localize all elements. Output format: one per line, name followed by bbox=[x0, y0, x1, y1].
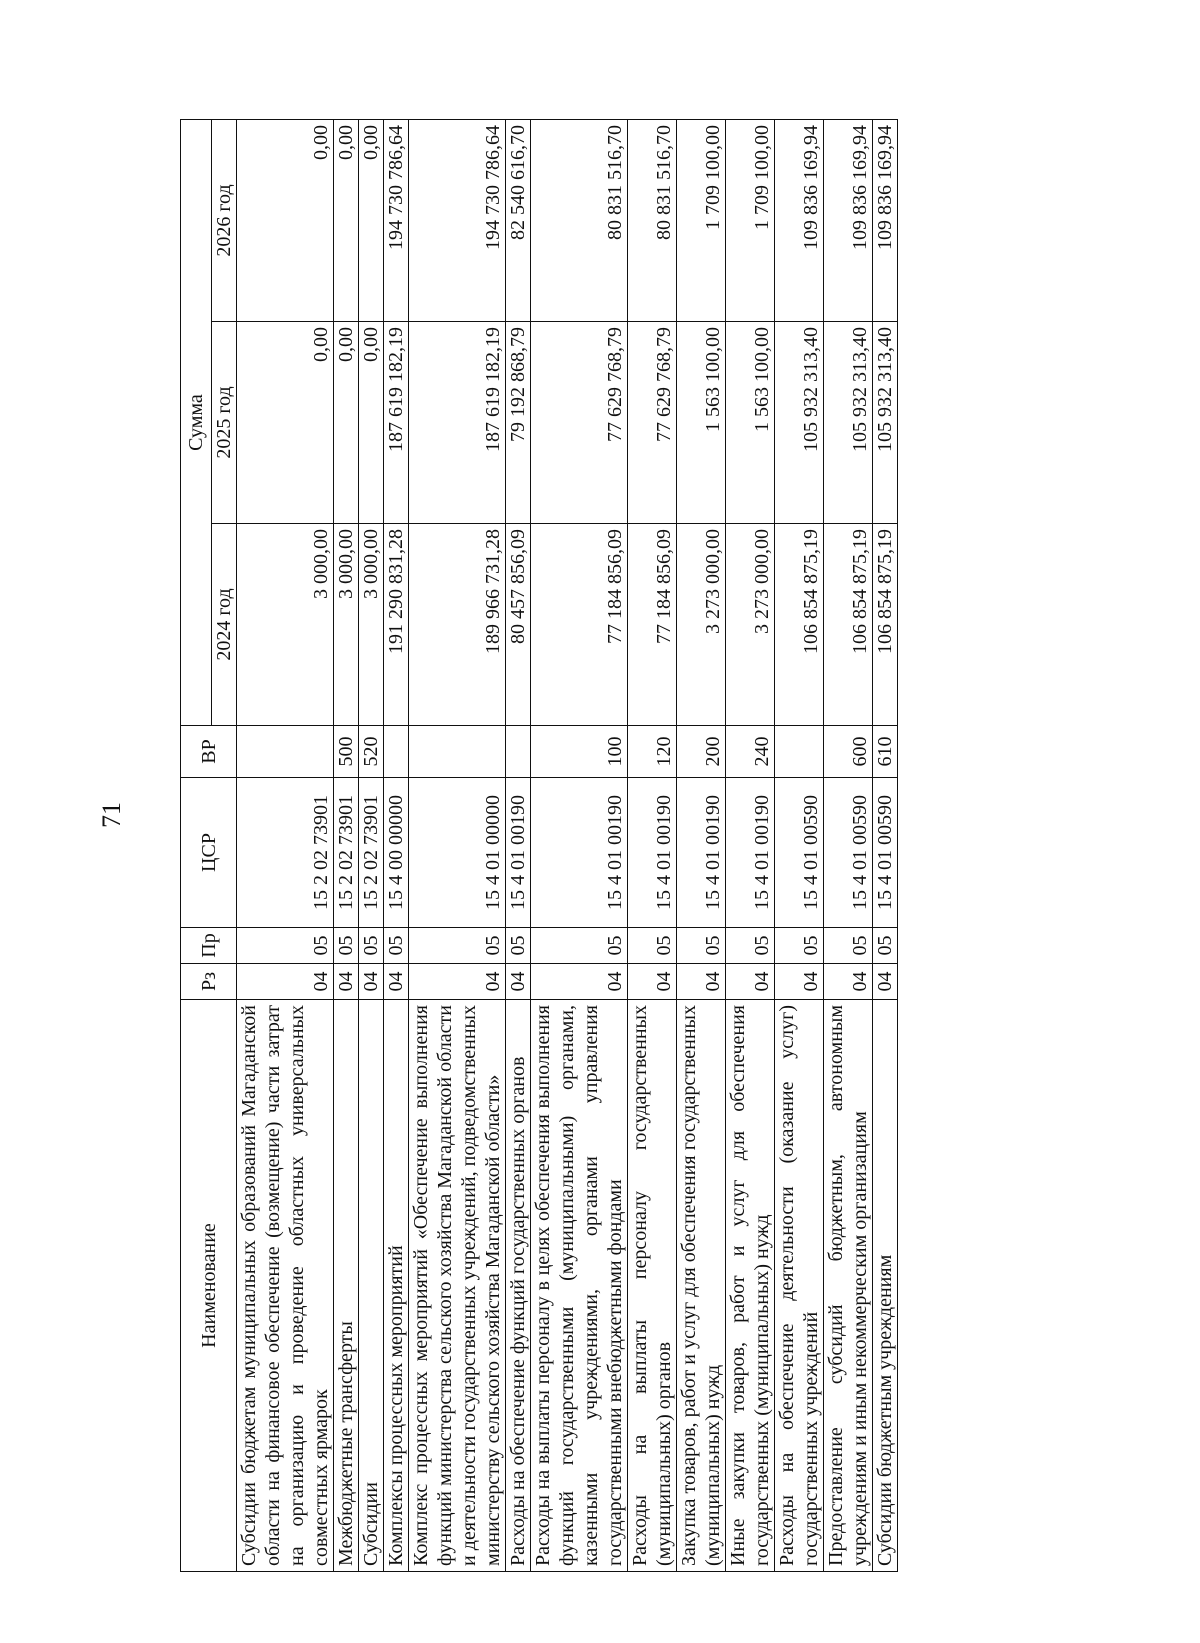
table-row bbox=[237, 120, 334, 1572]
cell-vr: 100 bbox=[531, 726, 628, 778]
cell-rz: 04 bbox=[726, 964, 775, 1000]
cell-2026: 109 836 169,94 bbox=[873, 120, 898, 322]
cell-csr: 15 4 01 00190 bbox=[726, 778, 775, 928]
cell-2025: 105 932 313,40 bbox=[824, 322, 873, 524]
header-sum: Сумма bbox=[181, 120, 212, 726]
cell-name: Комплекс процессных мероприятий «Обеспечение выполнения функций министерства сельского хозяйства Магаданской области и деятельности государственных учреждений, подведомственных министерству сельского хозяйства Магаданской области» bbox=[409, 1000, 506, 1572]
cell-vr: 240 bbox=[726, 726, 775, 778]
table-row bbox=[775, 120, 824, 1572]
cell-2024: 3 000,00 bbox=[237, 524, 334, 726]
cell-name: Комплексы процессных мероприятий bbox=[384, 1000, 409, 1572]
cell-2026: 80 831 516,70 bbox=[628, 120, 677, 322]
cell-2026: 0,00 bbox=[359, 120, 384, 322]
page-number: 71 bbox=[97, 802, 126, 828]
cell-pr: 05 bbox=[531, 928, 628, 964]
cell-2024: 3 000,00 bbox=[334, 524, 359, 726]
cell-name: Расходы на выплаты персоналу в целях обеспечения выполнения функций государственными (муниципальными) органами, казенными учреждениями, органами управления государственными внебюджетными фондами bbox=[531, 1000, 628, 1572]
cell-2026: 1 709 100,00 bbox=[726, 120, 775, 322]
cell-csr: 15 4 01 00590 bbox=[824, 778, 873, 928]
cell-2025: 0,00 bbox=[334, 322, 359, 524]
cell-2026: 1 709 100,00 bbox=[677, 120, 726, 322]
cell-2024: 189 966 731,28 bbox=[409, 524, 506, 726]
cell-vr: 120 bbox=[628, 726, 677, 778]
cell-2024: 3 273 000,00 bbox=[677, 524, 726, 726]
table-row bbox=[726, 120, 775, 1572]
cell-2024: 106 854 875,19 bbox=[824, 524, 873, 726]
table-row bbox=[384, 120, 409, 1572]
cell-2026: 0,00 bbox=[237, 120, 334, 322]
cell-2026: 109 836 169,94 bbox=[775, 120, 824, 322]
cell-pr: 05 bbox=[334, 928, 359, 964]
cell-vr bbox=[409, 726, 506, 778]
cell-pr: 05 bbox=[384, 928, 409, 964]
cell-vr bbox=[384, 726, 409, 778]
cell-2026: 82 540 616,70 bbox=[506, 120, 531, 322]
cell-vr: 600 bbox=[824, 726, 873, 778]
cell-pr: 05 bbox=[775, 928, 824, 964]
cell-name: Субсидии bbox=[359, 1000, 384, 1572]
table-row bbox=[873, 120, 898, 1572]
cell-csr: 15 4 01 00190 bbox=[677, 778, 726, 928]
cell-csr: 15 4 01 00190 bbox=[628, 778, 677, 928]
cell-2024: 77 184 856,09 bbox=[531, 524, 628, 726]
table-row bbox=[359, 120, 384, 1572]
cell-name: Субсидии бюджетам муниципальных образований Магаданской области на финансовое обеспечение (возмещение) части затрат на организацию и проведение областных универсальных совместных ярмарок bbox=[237, 1000, 334, 1572]
cell-pr: 05 bbox=[237, 928, 334, 964]
budget-table bbox=[180, 119, 898, 1572]
rotated-page-content bbox=[180, 120, 1015, 1572]
cell-pr: 05 bbox=[677, 928, 726, 964]
cell-2026: 109 836 169,94 bbox=[824, 120, 873, 322]
table-row bbox=[506, 120, 531, 1572]
cell-rz: 04 bbox=[628, 964, 677, 1000]
cell-2024: 3 000,00 bbox=[359, 524, 384, 726]
cell-pr: 05 bbox=[359, 928, 384, 964]
cell-2025: 187 619 182,19 bbox=[409, 322, 506, 524]
cell-vr bbox=[237, 726, 334, 778]
header-2026: 2026 год bbox=[212, 120, 237, 322]
cell-rz: 04 bbox=[873, 964, 898, 1000]
cell-rz: 04 bbox=[384, 964, 409, 1000]
cell-2025: 77 629 768,79 bbox=[531, 322, 628, 524]
cell-vr: 610 bbox=[873, 726, 898, 778]
header-2024: 2024 год bbox=[212, 524, 237, 726]
cell-csr: 15 2 02 73901 bbox=[359, 778, 384, 928]
cell-name: Субсидии бюджетным учреждениям bbox=[873, 1000, 898, 1572]
cell-csr: 15 4 01 00000 bbox=[409, 778, 506, 928]
table-row bbox=[824, 120, 873, 1572]
cell-name: Межбюджетные трансферты bbox=[334, 1000, 359, 1572]
cell-name: Предоставление субсидий бюджетным, автономным учреждениям и иным некоммерческим организациям bbox=[824, 1000, 873, 1572]
cell-2025: 79 192 868,79 bbox=[506, 322, 531, 524]
cell-2024: 77 184 856,09 bbox=[628, 524, 677, 726]
cell-2025: 187 619 182,19 bbox=[384, 322, 409, 524]
cell-csr: 15 2 02 73901 bbox=[334, 778, 359, 928]
cell-pr: 05 bbox=[628, 928, 677, 964]
cell-rz: 04 bbox=[409, 964, 506, 1000]
cell-name: Закупка товаров, работ и услуг для обеспечения государственных (муниципальных) нужд bbox=[677, 1000, 726, 1572]
table-row bbox=[334, 120, 359, 1572]
cell-2024: 191 290 831,28 bbox=[384, 524, 409, 726]
cell-2026: 0,00 bbox=[334, 120, 359, 322]
cell-2026: 80 831 516,70 bbox=[531, 120, 628, 322]
header-rz: Рз bbox=[181, 964, 237, 1000]
cell-pr: 05 bbox=[824, 928, 873, 964]
header-2025: 2025 год bbox=[212, 322, 237, 524]
cell-csr: 15 4 01 00190 bbox=[506, 778, 531, 928]
cell-2025: 0,00 bbox=[359, 322, 384, 524]
cell-csr: 15 2 02 73901 bbox=[237, 778, 334, 928]
cell-vr: 520 bbox=[359, 726, 384, 778]
cell-csr: 15 4 00 00000 bbox=[384, 778, 409, 928]
cell-rz: 04 bbox=[359, 964, 384, 1000]
header-name: Наименование bbox=[181, 1000, 237, 1572]
header-pr: Пр bbox=[181, 928, 237, 964]
cell-vr: 500 bbox=[334, 726, 359, 778]
cell-2025: 1 563 100,00 bbox=[677, 322, 726, 524]
table-row bbox=[531, 120, 628, 1572]
cell-rz: 04 bbox=[237, 964, 334, 1000]
cell-2026: 194 730 786,64 bbox=[409, 120, 506, 322]
cell-pr: 05 bbox=[873, 928, 898, 964]
cell-csr: 15 4 01 00190 bbox=[531, 778, 628, 928]
header-vr: ВР bbox=[181, 726, 237, 778]
cell-2024: 3 273 000,00 bbox=[726, 524, 775, 726]
cell-pr: 05 bbox=[506, 928, 531, 964]
cell-rz: 04 bbox=[775, 964, 824, 1000]
cell-2025: 0,00 bbox=[237, 322, 334, 524]
table-header bbox=[181, 120, 237, 1572]
cell-vr bbox=[506, 726, 531, 778]
cell-pr: 05 bbox=[726, 928, 775, 964]
cell-name: Расходы на обеспечение функций государственных органов bbox=[506, 1000, 531, 1572]
cell-vr bbox=[775, 726, 824, 778]
cell-pr: 05 bbox=[409, 928, 506, 964]
table-row bbox=[677, 120, 726, 1572]
cell-csr: 15 4 01 00590 bbox=[775, 778, 824, 928]
cell-rz: 04 bbox=[531, 964, 628, 1000]
cell-name: Иные закупки товаров, работ и услуг для обеспечения государственных (муниципальных) нужд bbox=[726, 1000, 775, 1572]
table-body bbox=[237, 120, 898, 1572]
cell-2024: 106 854 875,19 bbox=[873, 524, 898, 726]
cell-vr: 200 bbox=[677, 726, 726, 778]
cell-name: Расходы на обеспечение деятельности (оказание услуг) государственных учреждений bbox=[775, 1000, 824, 1572]
cell-name: Расходы на выплаты персоналу государственных (муниципальных) органов bbox=[628, 1000, 677, 1572]
cell-2025: 77 629 768,79 bbox=[628, 322, 677, 524]
cell-rz: 04 bbox=[506, 964, 531, 1000]
cell-rz: 04 bbox=[677, 964, 726, 1000]
cell-csr: 15 4 01 00590 bbox=[873, 778, 898, 928]
cell-rz: 04 bbox=[824, 964, 873, 1000]
cell-2025: 1 563 100,00 bbox=[726, 322, 775, 524]
table-row bbox=[628, 120, 677, 1572]
header-csr: ЦСР bbox=[181, 778, 237, 928]
cell-rz: 04 bbox=[334, 964, 359, 1000]
table-row bbox=[409, 120, 506, 1572]
cell-2025: 105 932 313,40 bbox=[775, 322, 824, 524]
cell-2025: 105 932 313,40 bbox=[873, 322, 898, 524]
cell-2024: 80 457 856,09 bbox=[506, 524, 531, 726]
cell-2026: 194 730 786,64 bbox=[384, 120, 409, 322]
cell-2024: 106 854 875,19 bbox=[775, 524, 824, 726]
